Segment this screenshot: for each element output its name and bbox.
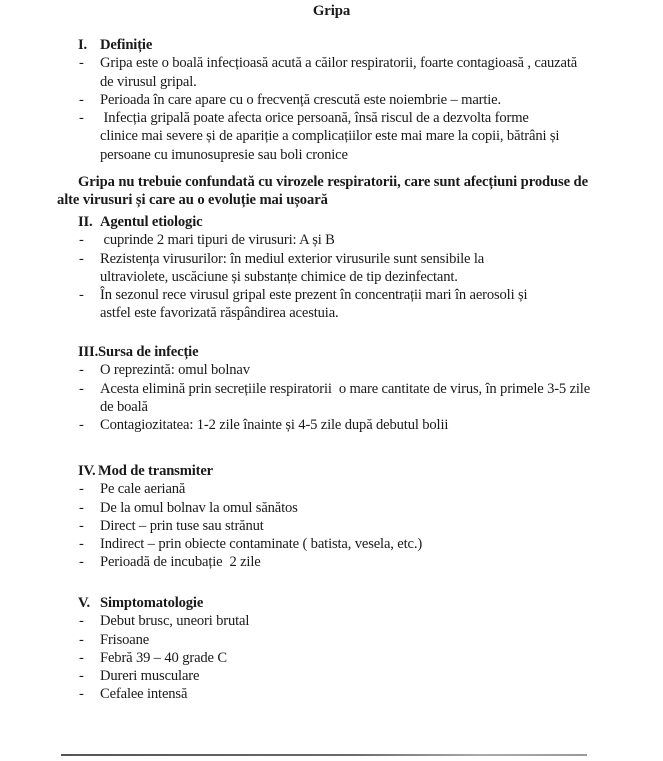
dash-bullet-icon: - xyxy=(79,649,84,666)
list-item: - În sezonul rece virusul gripal este prezent în concentrații mari în aerosoli și astfel este favorizată răspândirea acestuia. xyxy=(79,287,528,322)
section-definitie xyxy=(78,36,598,164)
dash-bullet-icon: - xyxy=(79,536,84,553)
dash-bullet-icon: - xyxy=(79,287,84,304)
dash-bullet-icon: - xyxy=(79,668,84,685)
dash-bullet-icon: - xyxy=(79,613,84,630)
list-item: - Febră 39 – 40 grade C xyxy=(79,649,227,666)
section-mod-de-transmitere xyxy=(78,462,598,572)
dash-bullet-icon: - xyxy=(79,380,84,397)
horizontal-rule-divider xyxy=(61,754,587,756)
list-item: - Infecția gripală poate afecta orice persoană, însă riscul de a dezvolta forme clinice mai severe și de apariție a complicațiilor este mai mare la copii, bătrâni și persoane cu imunosupresie sau boli cronice xyxy=(79,110,563,163)
list-item: - O reprezintă: omul bolnav xyxy=(79,362,250,379)
bullet-list xyxy=(78,361,598,434)
list-item: - Direct – prin tuse sau strănut xyxy=(79,517,264,534)
dash-bullet-icon: - xyxy=(79,250,84,267)
document-title: Gripa xyxy=(312,3,351,19)
section-heading-text: Mod de transmiter xyxy=(98,463,213,479)
section-sursa-de-infectie xyxy=(78,343,598,434)
dash-bullet-icon: - xyxy=(79,499,84,516)
dash-bullet-icon: - xyxy=(79,110,84,127)
bullet-list xyxy=(78,231,553,322)
list-item: - cuprinde 2 mari tipuri de virusuri: A și B xyxy=(79,232,335,249)
section-heading-text: Simptomatologie xyxy=(100,595,204,611)
dash-bullet-icon: - xyxy=(79,554,84,571)
list-item: - Dureri musculare xyxy=(79,668,200,685)
section-numeral: V. xyxy=(78,595,91,611)
dash-bullet-icon: - xyxy=(79,686,84,703)
section-heading: III. Sursa de infecție xyxy=(78,344,199,360)
important-note: Gripa nu trebuie confundată cu virozele respiratorii, care sunt afecțiuni produse de alte virusuri și care au o evoluție mai ușoară xyxy=(57,174,588,209)
section-heading xyxy=(78,36,598,54)
bullet-list xyxy=(78,480,598,571)
list-item: - Debut brusc, uneori brutal xyxy=(79,613,250,630)
list-item: - Perioadă de incubație 2 zile xyxy=(79,554,261,571)
section-numeral: II. xyxy=(78,214,93,230)
list-item: - Contagiozitatea: 1-2 zile înainte și 4-5 zile după debutul bolii xyxy=(79,417,449,434)
list-item: - Pe cale aeriană xyxy=(79,481,186,498)
section-heading-text: Sursa de infecție xyxy=(98,344,199,360)
list-item: - Gripa este o boală infecțioasă acută a căilor respiratorii, foarte contagioasă , cauzată de virusul gripal. xyxy=(79,55,578,90)
section-heading-text: Definiție xyxy=(100,37,153,53)
dash-bullet-icon: - xyxy=(79,517,84,534)
section-numeral: I. xyxy=(78,37,88,53)
list-item: - Perioada în care apare cu o frecvență crescută este noiembrie – martie. xyxy=(79,91,501,108)
list-item: - De la omul bolnav la omul sănătos xyxy=(79,499,298,516)
dash-bullet-icon: - xyxy=(79,91,84,108)
section-heading xyxy=(78,213,598,231)
dash-bullet-icon: - xyxy=(79,362,84,379)
bullet-list xyxy=(78,54,588,164)
section-simptomatologie xyxy=(78,594,598,704)
section-heading-text: Agentul etiologic xyxy=(100,214,203,230)
bullet-list xyxy=(78,612,598,703)
section-agentul-etiologic xyxy=(78,213,598,323)
section-heading xyxy=(78,594,598,612)
list-item: - Frisoane xyxy=(79,631,150,648)
dash-bullet-icon: - xyxy=(79,631,84,648)
dash-bullet-icon: - xyxy=(79,481,84,498)
list-item: - Rezistența virusurilor: în mediul exterior virusurile sunt sensibile la ultraviolete, uscăciune și substanțe chimice de tip dezinfectant. xyxy=(79,250,485,285)
list-item: - Indirect – prin obiecte contaminate ( batista, vesela, etc.) xyxy=(79,536,423,553)
section-heading: IV. Mod de transmiter xyxy=(78,463,213,479)
dash-bullet-icon: - xyxy=(79,55,84,72)
dash-bullet-icon: - xyxy=(79,232,84,249)
list-item: - Cefalee intensă xyxy=(79,686,188,703)
list-item: - Acesta elimină prin secrețiile respiratorii o mare cantitate de virus, în primele 3-5 zile de boală xyxy=(79,380,594,415)
dash-bullet-icon: - xyxy=(79,417,84,434)
